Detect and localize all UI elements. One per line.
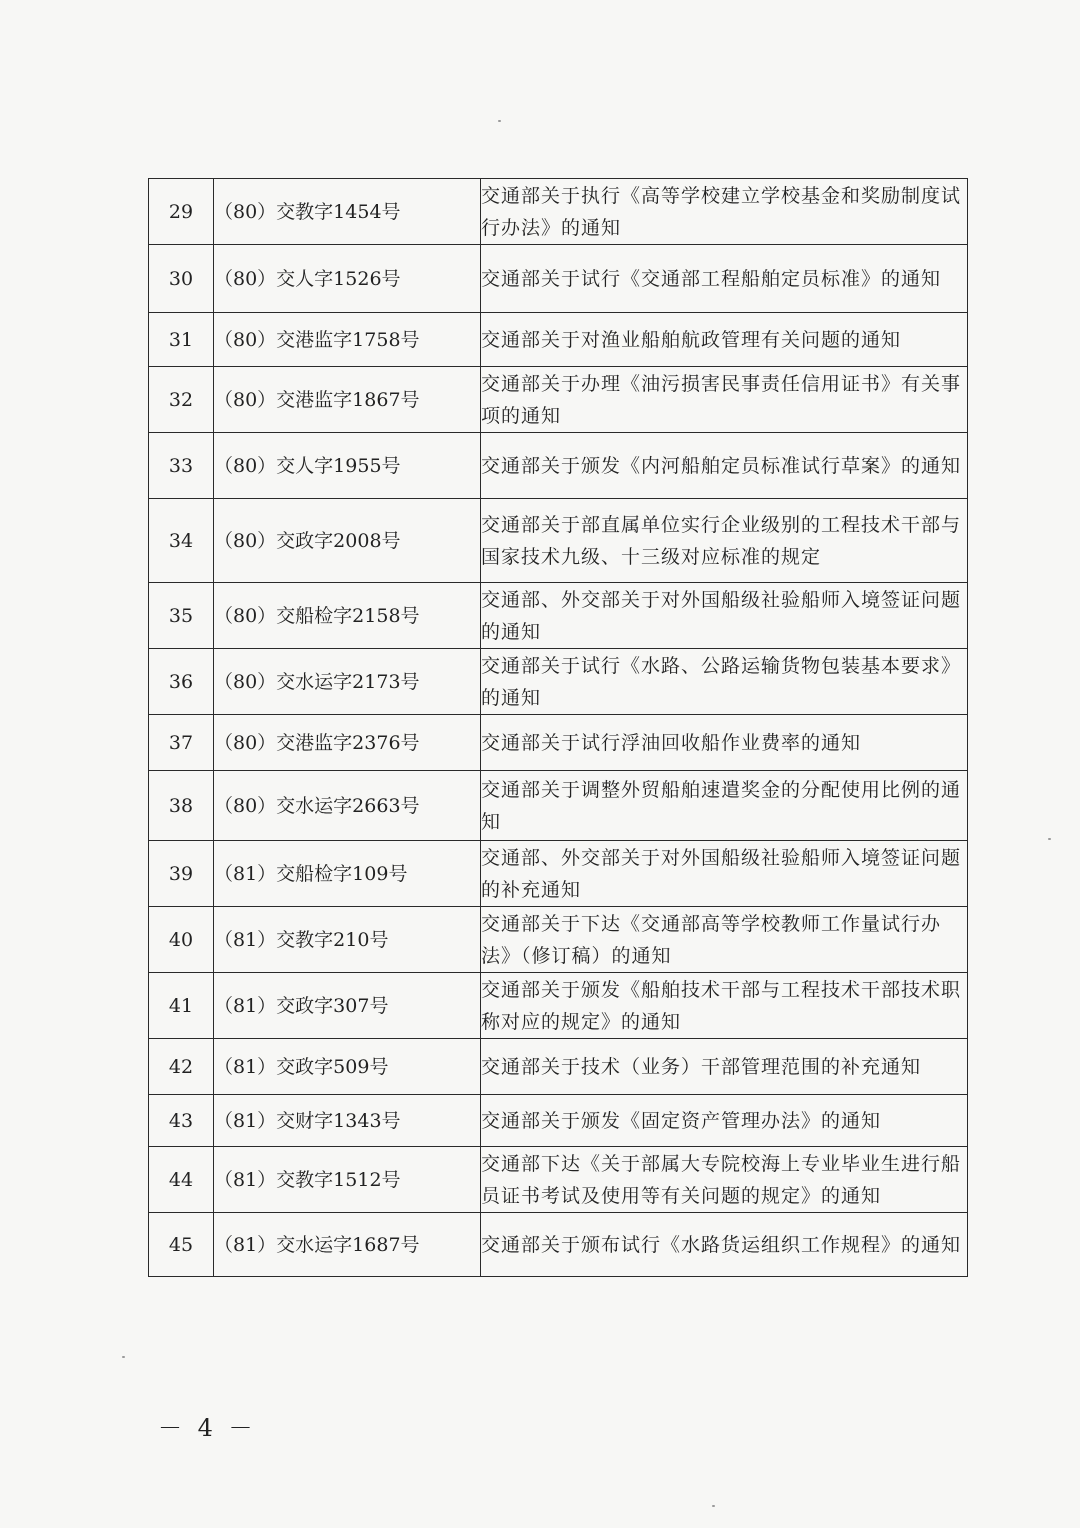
row-number: 30: [149, 245, 214, 313]
table-row: [149, 771, 968, 841]
document-code: （80）交船检字2158号: [214, 583, 481, 649]
document-title: 交通部关于下达《交通部高等学校教师工作量试行办法》（修订稿）的通知: [481, 907, 968, 973]
table-row: [149, 907, 968, 973]
table-row: [149, 367, 968, 433]
document-title: 交通部关于颁发《固定资产管理办法》的通知: [481, 1095, 968, 1147]
document-code: （80）交港监字2376号: [214, 715, 481, 771]
row-number: 40: [149, 907, 214, 973]
document-title: 交通部、外交部关于对外国船级社验船师入境签证问题的通知: [481, 583, 968, 649]
table-row: [149, 179, 968, 245]
table-row: [149, 973, 968, 1039]
table-row: [149, 433, 968, 499]
document-title: 交通部关于调整外贸船舶速遣奖金的分配使用比例的通知: [481, 771, 968, 841]
page-number: － 4 －: [158, 1414, 257, 1442]
table-row: [149, 1039, 968, 1095]
document-code: （81）交教字210号: [214, 907, 481, 973]
document-code: （80）交人字1526号: [214, 245, 481, 313]
scan-speck: [498, 120, 501, 122]
scan-speck: [1048, 838, 1051, 840]
document-title: 交通部下达《关于部属大专院校海上专业毕业生进行船员证书考试及使用等有关问题的规定》的通知: [481, 1147, 968, 1213]
table-row: [149, 245, 968, 313]
document-code: （81）交政字307号: [214, 973, 481, 1039]
document-title: 交通部关于颁布试行《水路货运组织工作规程》的通知: [481, 1213, 968, 1277]
row-number: 37: [149, 715, 214, 771]
document-title: 交通部关于颁发《船舶技术干部与工程技术干部技术职称对应的规定》的通知: [481, 973, 968, 1039]
document-title: 交通部关于执行《高等学校建立学校基金和奖励制度试行办法》的通知: [481, 179, 968, 245]
document-code: （80）交水运字2663号: [214, 771, 481, 841]
document-code: （81）交水运字1687号: [214, 1213, 481, 1277]
scan-speck: [122, 1356, 125, 1358]
row-number: 45: [149, 1213, 214, 1277]
scan-speck: [712, 1505, 715, 1507]
document-code: （81）交船检字109号: [214, 841, 481, 907]
row-number: 32: [149, 367, 214, 433]
row-number: 43: [149, 1095, 214, 1147]
row-number: 38: [149, 771, 214, 841]
document-title: 交通部关于颁发《内河船舶定员标准试行草案》的通知: [481, 433, 968, 499]
document-title: 交通部关于办理《油污损害民事责任信用证书》有关事项的通知: [481, 367, 968, 433]
document-title: 交通部、外交部关于对外国船级社验船师入境签证问题的补充通知: [481, 841, 968, 907]
document-title: 交通部关于部直属单位实行企业级别的工程技术干部与国家技术九级、十三级对应标准的规定: [481, 499, 968, 583]
document-title: 交通部关于对渔业船舶航政管理有关问题的通知: [481, 313, 968, 367]
document-title: 交通部关于技术（业务）干部管理范围的补充通知: [481, 1039, 968, 1095]
row-number: 41: [149, 973, 214, 1039]
table-row: [149, 583, 968, 649]
row-number: 44: [149, 1147, 214, 1213]
document-code: （80）交人字1955号: [214, 433, 481, 499]
row-number: 29: [149, 179, 214, 245]
document-code: （80）交政字2008号: [214, 499, 481, 583]
table-row: [149, 1095, 968, 1147]
row-number: 31: [149, 313, 214, 367]
regulation-list-table: [148, 178, 968, 1277]
document-title: 交通部关于试行《交通部工程船舶定员标准》的通知: [481, 245, 968, 313]
document-code: （80）交水运字2173号: [214, 649, 481, 715]
document-code: （80）交港监字1867号: [214, 367, 481, 433]
table-row: [149, 1147, 968, 1213]
document-title: 交通部关于试行浮油回收船作业费率的通知: [481, 715, 968, 771]
document-title: 交通部关于试行《水路、公路运输货物包装基本要求》的通知: [481, 649, 968, 715]
row-number: 39: [149, 841, 214, 907]
row-number: 42: [149, 1039, 214, 1095]
row-number: 35: [149, 583, 214, 649]
row-number: 34: [149, 499, 214, 583]
row-number: 33: [149, 433, 214, 499]
document-code: （80）交港监字1758号: [214, 313, 481, 367]
table-row: [149, 715, 968, 771]
document-code: （81）交政字509号: [214, 1039, 481, 1095]
document-code: （81）交教字1512号: [214, 1147, 481, 1213]
document-code: （81）交财字1343号: [214, 1095, 481, 1147]
table-row: [149, 1213, 968, 1277]
table-row: [149, 499, 968, 583]
table-row: [149, 649, 968, 715]
table-row: [149, 841, 968, 907]
table-row: [149, 313, 968, 367]
document-code: （80）交教字1454号: [214, 179, 481, 245]
row-number: 36: [149, 649, 214, 715]
